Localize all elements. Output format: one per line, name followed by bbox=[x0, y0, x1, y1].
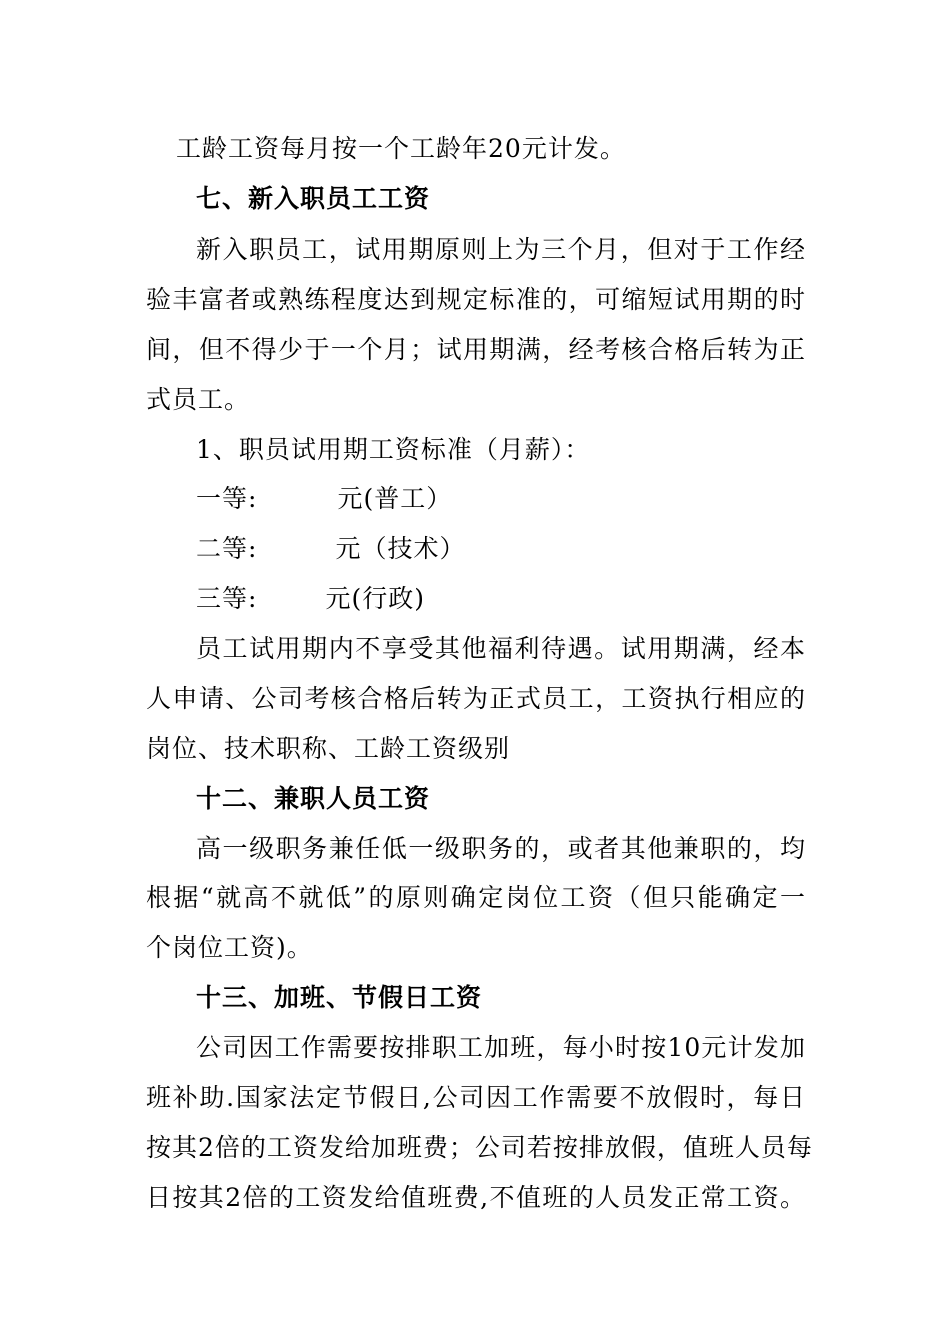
grade-2-label: 二等: bbox=[196, 534, 258, 563]
grade-1-value: 元(普工） bbox=[337, 484, 453, 513]
grade-3-value: 元(行政) bbox=[325, 584, 425, 613]
section-13-para-line-3: 按其2倍的工资发给加班费；公司若按排放假，值班人员每 bbox=[146, 1133, 813, 1162]
grade-1-label: 一等: bbox=[196, 484, 258, 513]
section-12-para-line-1: 高一级职务兼任低一级职务的，或者其他兼职的，均 bbox=[196, 834, 806, 863]
section-13-para-line-2: 班补助.国家法定节假日,公司因工作需要不放假时，每日 bbox=[146, 1083, 806, 1112]
section-7-para1-line-2: 验丰富者或熟练程度达到规定标准的，可缩短试用期的时 bbox=[146, 285, 806, 314]
section-13-para-line-1: 公司因工作需要按排职工加班，每小时按10元计发加 bbox=[196, 1033, 806, 1062]
section-12-para-line-3: 个岗位工资)。 bbox=[146, 933, 313, 962]
section-7-para1-line-3: 间，但不得少于一个月；试用期满，经考核合格后转为正 bbox=[146, 335, 806, 364]
section-12-para-line-2: 根据“就高不就低”的原则确定岗位工资（但只能确定一 bbox=[146, 883, 806, 912]
grade-3-label: 三等: bbox=[196, 584, 258, 613]
section-13-heading: 十三、加班、节假日工资 bbox=[196, 983, 483, 1012]
section-7-para2-line-2: 人申请、公司考核合格后转为正式员工，工资执行相应的 bbox=[146, 684, 806, 713]
section-7-para1-line-4: 式员工。 bbox=[146, 385, 251, 414]
section-7-para2-line-1: 员工试用期内不享受其他福利待遇。试用期满，经本 bbox=[196, 634, 806, 663]
section-13-para-line-4: 日按其2倍的工资发给值班费,不值班的人员发正常工资。 bbox=[146, 1183, 806, 1212]
grade-1-row bbox=[196, 484, 950, 514]
section-7-heading: 七、新入职员工工资 bbox=[196, 184, 431, 213]
grade-3-row bbox=[196, 584, 950, 614]
grade-2-row bbox=[196, 534, 950, 564]
intro-line: 工龄工资每月按一个工龄年20元计发。 bbox=[176, 134, 626, 163]
trial-salary-heading: 1、职员试用期工资标准（月薪）： bbox=[196, 435, 591, 464]
section-7-para1-line-1: 新入职员工，试用期原则上为三个月，但对于工作经 bbox=[196, 235, 806, 264]
section-12-heading: 十二、兼职人员工资 bbox=[196, 784, 431, 813]
grade-2-value: 元（技术） bbox=[335, 534, 466, 563]
section-7-para2-line-3: 岗位、技术职称、工龄工资级别 bbox=[146, 734, 511, 763]
